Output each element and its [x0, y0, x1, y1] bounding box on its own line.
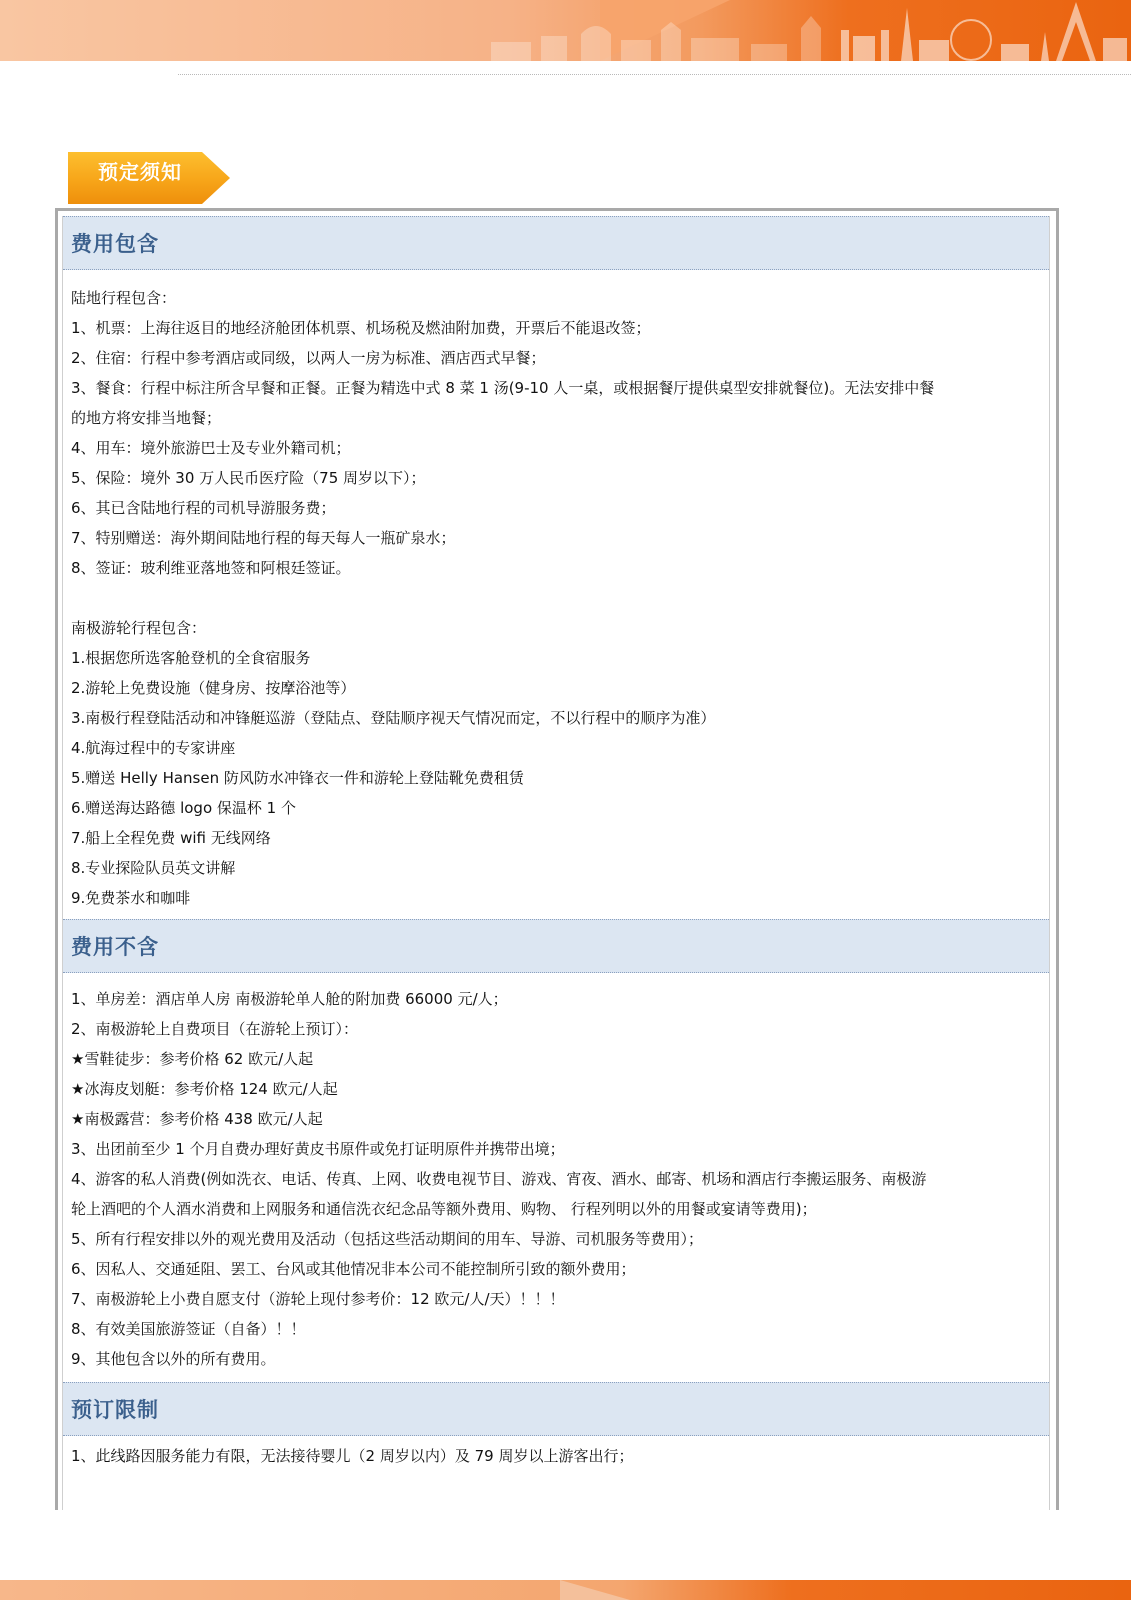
list-item: 6、因私人、交通延阻、罢工、台风或其他情况非本公司不能控制所引致的额外费用；	[71, 1260, 636, 1278]
list-item: 5、所有行程安排以外的观光费用及活动（包括这些活动期间的用车、导游、司机服务等费用）；	[71, 1230, 704, 1248]
list-item: 6.赠送海达路德 logo 保温杯 1 个	[71, 799, 296, 817]
section-header-excluded	[63, 919, 1049, 973]
list-item: 8.专业探险队员英文讲解	[71, 859, 236, 877]
list-item: 2、南极游轮上自费项目（在游轮上预订）：	[71, 1020, 359, 1038]
blank-line	[71, 583, 1041, 613]
list-item: 5.赠送 Helly Hansen 防风防水冲锋衣一件和游轮上登陆靴免费租赁	[71, 769, 524, 787]
city-skyline-icon	[471, 0, 1131, 61]
section-title-restrictions: 预订限制	[71, 1398, 159, 1422]
list-item: 5、保险：境外 30 万人民币医疗险（75 周岁以下）；	[71, 469, 426, 487]
list-item: 4、游客的私人消费(例如洗衣、电话、传真、上网、收费电视节目、游戏、宵夜、酒水、邮寄、机场和酒店行李搬运服务、南极游	[71, 1170, 927, 1188]
section-tag	[68, 152, 230, 204]
list-item: 陆地行程包含：	[71, 289, 177, 307]
section-header-included	[63, 216, 1049, 270]
list-item: 1.根据您所选客舱登机的全食宿服务	[71, 649, 311, 667]
list-item: 7.船上全程免费 wifi 无线网络	[71, 829, 271, 847]
booking-notice-box	[55, 208, 1059, 1510]
list-item: 9.免费茶水和咖啡	[71, 889, 191, 907]
list-item: 1、此线路因服务能力有限，无法接待婴儿（2 周岁以内）及 79 周岁以上游客出行；	[71, 1447, 634, 1465]
section-tag-title: 预定须知	[98, 160, 182, 184]
section-title-excluded: 费用不含	[71, 935, 159, 959]
list-item: 3.南极行程登陆活动和冲锋艇巡游（登陆点、登陆顺序视天气情况而定，不以行程中的顺序为准）	[71, 709, 716, 727]
list-item: 2、住宿：行程中参考酒店或同级，以两人一房为标准、酒店西式早餐；	[71, 349, 546, 367]
list-item: 7、特别赠送：海外期间陆地行程的每天每人一瓶矿泉水；	[71, 529, 456, 547]
list-item: 的地方将安排当地餐；	[71, 409, 222, 427]
list-item: 南极游轮行程包含：	[71, 619, 207, 637]
list-item: ★冰海皮划艇：参考价格 124 欧元/人起	[71, 1080, 338, 1098]
list-item: 3、出团前至少 1 个月自费办理好黄皮书原件或免打证明原件并携带出境；	[71, 1140, 565, 1158]
list-item: 1、机票：上海往返目的地经济舱团体机票、机场税及燃油附加费，开票后不能退改签；	[71, 319, 651, 337]
list-item: 3、餐食：行程中标注所含早餐和正餐。正餐为精选中式 8 菜 1 汤(9-10 人一桌，或根据餐厅提供桌型安排就餐位)。无法安排中餐	[71, 379, 935, 397]
booking-notice-inner	[62, 216, 1050, 1510]
footer-decoration	[560, 1580, 630, 1600]
list-item: 1、单房差：酒店单人房 南极游轮单人舱的附加费 66000 元/人；	[71, 990, 508, 1008]
footer-banner	[0, 1580, 1131, 1600]
list-item: 4.航海过程中的专家讲座	[71, 739, 236, 757]
list-item: 2.游轮上免费设施（健身房、按摩浴池等）	[71, 679, 356, 697]
list-item: 7、南极游轮上小费自愿支付（游轮上现付参考价：12 欧元/人/天）！！！	[71, 1290, 565, 1308]
list-item: 8、有效美国旅游签证（自备）！！	[71, 1320, 306, 1338]
restrictions-list	[71, 1441, 1041, 1471]
included-list	[71, 283, 1041, 913]
list-item: ★南极露营：参考价格 438 欧元/人起	[71, 1110, 323, 1128]
section-title-included: 费用包含	[71, 232, 159, 256]
list-item: 8、签证：玻利维亚落地签和阿根廷签证。	[71, 559, 351, 577]
list-item: 9、其他包含以外的所有费用。	[71, 1350, 276, 1368]
header-divider	[178, 74, 1131, 75]
excluded-list	[71, 984, 1041, 1374]
list-item: 6、其已含陆地行程的司机导游服务费；	[71, 499, 336, 517]
list-item: 4、用车：境外旅游巴士及专业外籍司机；	[71, 439, 351, 457]
section-header-restrictions	[63, 1382, 1049, 1436]
header-banner	[0, 0, 1131, 61]
list-item: ★雪鞋徒步：参考价格 62 欧元/人起	[71, 1050, 314, 1068]
list-item: 轮上酒吧的个人酒水消费和上网服务和通信洗衣纪念品等额外费用、购物、 行程列明以外的用餐或宴请等费用)；	[71, 1200, 817, 1218]
